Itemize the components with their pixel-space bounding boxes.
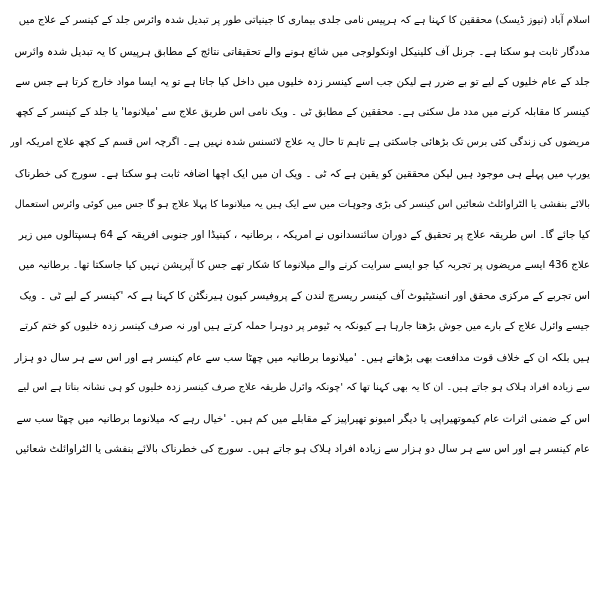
article-line: عام کینسر ہے اور اس سے ہر سال دو ہزار سے زیادہ افراد ہلاک ہو جاتے ہیں۔ سورج کی خطرناک بالائے بنفشی یا الٹراوائلٹ شعائیں <box>15 443 590 456</box>
article-line: اس کے ضمنی اثرات عام کیموتھیراپی یا دیگر امیونو تھیراپیز کے مقابلے میں کم ہیں۔ 'خیال رہے کہ میلانوما برطانیہ میں چھٹا سب سے <box>16 412 590 425</box>
news-article <box>10 6 590 465</box>
article-line: مریضوں کی زندگی کئی برس تک بڑھائی جاسکتی ہے تاہم تا حال یہ علاج لائسنس شدہ نہیں ہے۔ اگرچہ اس قسم کے کچھ علاج امریکہ اور <box>10 137 590 149</box>
article-line: اسلام آباد (نیوز ڈیسک) محققین کا کہنا ہے کہ ہرپیس نامی جلدی بیماری کا جینیاتی طور پر تبدیل شدہ وائرس جلد کے کینسر کے علاج میں <box>18 15 590 26</box>
article-line: یورپ میں پہلے ہی موجود ہیں لیکن محققین کو یقین ہے کہ ٹی ۔ ویک ان میں ایک اچھا اضافہ ثابت ہو سکتا ہے۔ سورج کی خطرناک <box>14 167 590 180</box>
article-line: جیسے وائرل علاج کے بارے میں جوش بڑھتا جارہا ہے کیونکہ یہ ٹیومر پر دوہرا حملہ کرتے ہیں اور نہ صرف کینسر زدہ خلیوں کو ختم کرتے <box>19 320 590 332</box>
article-line: علاج 436 ایسے مریضوں پر تجربہ کیا جو ایسے سرایت کرنے والے میلانوما کا شکار تھے جس کا آپریشن نہیں کیا جاسکتا تھا۔ برطانیہ میں <box>18 259 590 271</box>
article-line: کینسر کا مقابلہ کرنے میں مدد مل سکتی ہے۔ محققین کے مطابق ٹی ۔ ویک نامی اس طریق علاج سے 'میلانوما' یا جلد کے کینسر کے کچھ <box>15 106 590 118</box>
article-line: اس تجربے کے مرکزی محقق اور انسٹیٹیوٹ آف کینسر ریسرچ لندن کے پروفیسر کیون ہیرنگٹن کا کہنا ہے کہ 'کینسر کے لیے ٹی ۔ ویک <box>19 290 590 303</box>
article-line: جلد کے عام خلیوں کے لیے تو بے ضرر ہے لیکن جب اسے کینسر زدہ خلیوں میں داخل کیا جاتا ہے تو یہ ایسا مواد خارج کرتا ہے جس سے <box>15 76 590 89</box>
article-line: مددگار ثابت ہو سکتا ہے۔ جرنل آف کلینیکل اونکولوجی میں شائع ہونے والے تحقیقاتی نتائج کے مطابق ہرپیس کا یہ تبدیل شدہ وائرس <box>14 45 590 58</box>
article-line: بالائے بنفشی یا الٹراوائلٹ شعائیں اس کینسر کی بڑی وجوہات میں سے ایک ہیں یہ میلانوما کا پہلا علاج ہو گا جس میں کوئی وائرس استعمال <box>14 198 590 210</box>
article-line: ہیں بلکہ ان کے خلاف قوت مدافعت بھی بڑھاتے ہیں۔ 'میلانوما برطانیہ میں چھٹا سب سے عام کینسر ہے اور اس سے ہر سال دو ہزار <box>14 351 590 364</box>
article-line: سے زیادہ افراد ہلاک ہو جاتے ہیں۔ ان کا یہ بھی کہنا تھا کہ 'چونکہ وائرل طریقہ علاج صرف کینسر زدہ خلیوں کو ہی نشانہ بناتا ہے اس لیے <box>17 382 590 394</box>
article-line: کیا جائے گا۔ اس طریقہ علاج پر تحقیق کے دوران سائنسدانوں نے امریکہ ، برطانیہ ، کینیڈا اور جنوبی افریقہ کے 64 ہسپتالوں میں زیر <box>18 229 590 242</box>
